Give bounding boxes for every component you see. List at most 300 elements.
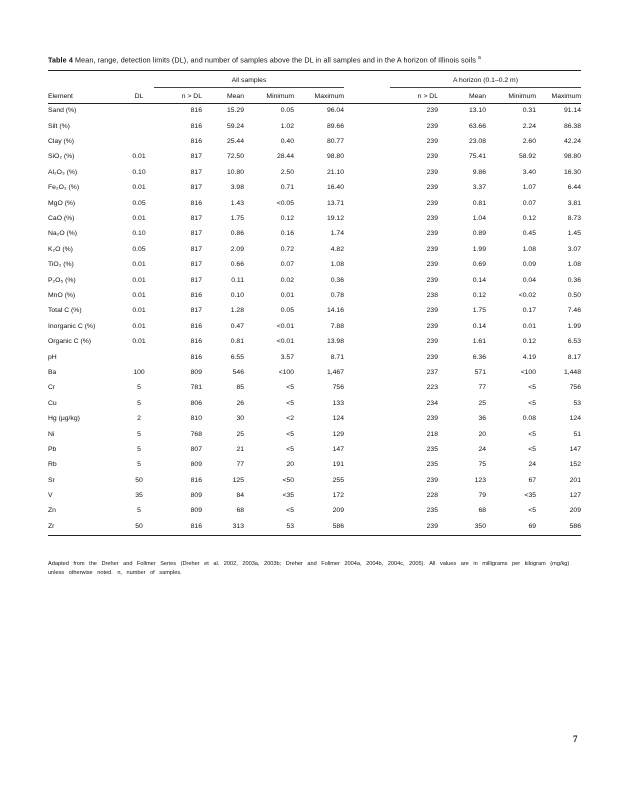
cell-max-all: 7.88 <box>330 322 344 330</box>
cell-mean-all: 26 <box>236 399 244 407</box>
column-gap <box>344 258 390 273</box>
cell-n-a: 223 <box>426 384 438 392</box>
table-footnote: Adapted from the Dreher and Follmer Series (Dreher et al. 2002, 2003a, 2003b; Dreher and Follmer 2004a, 2004b, 2004c, 2005). All values are in milligrams per kilogram (mg/kg) unless otherwise noted. n, number of samples. <box>48 561 570 576</box>
cell-min-all: 20 <box>286 461 294 469</box>
column-gap <box>344 366 390 381</box>
cell-dl: 0.10 <box>132 230 146 238</box>
cell-dl: 5 <box>137 399 141 407</box>
cell-min-a: 0.08 <box>522 415 536 423</box>
cell-mean-a: 0.14 <box>472 322 486 330</box>
column-gap <box>344 119 390 134</box>
cell-element: MgO (%) <box>48 199 76 207</box>
cell-element: Organic C (%) <box>48 338 92 346</box>
cell-min-a: 3.40 <box>522 168 536 176</box>
cell-mean-a: 75.41 <box>468 153 486 161</box>
table-row <box>48 427 581 442</box>
column-gap <box>344 273 390 288</box>
cell-min-all: <5 <box>286 384 294 392</box>
cell-min-a: 0.45 <box>522 230 536 238</box>
cell-min-a: 58.92 <box>518 153 536 161</box>
cell-element: Al₂O₃ (%) <box>48 168 78 176</box>
cell-n-all: 817 <box>190 230 202 238</box>
cell-n-all: 816 <box>190 322 202 330</box>
cell-mean-all: 10.80 <box>226 168 244 176</box>
cell-mean-a: 75 <box>478 461 486 469</box>
cell-max-all: 21.10 <box>326 168 344 176</box>
cell-min-all: <5 <box>286 430 294 438</box>
cell-element: Ni <box>48 430 55 438</box>
column-gap <box>344 504 390 519</box>
column-gap <box>344 212 390 227</box>
cell-max-all: 147 <box>332 445 344 453</box>
cell-n-a: 239 <box>426 138 438 146</box>
cell-min-a: 0.12 <box>522 338 536 346</box>
cell-max-a: 152 <box>569 461 581 469</box>
cell-max-all: 1.08 <box>330 261 344 269</box>
cell-dl <box>124 104 154 120</box>
cell-mean-all: 72.50 <box>226 153 244 161</box>
cell-dl <box>124 135 154 150</box>
cell-mean-a: 23.08 <box>468 138 486 146</box>
cell-max-a: 209 <box>569 507 581 515</box>
cell-min-a: <5 <box>528 507 536 515</box>
cell-n-all: 816 <box>190 138 202 146</box>
cell-max-a: 16.30 <box>563 168 581 176</box>
cell-min-all: <5 <box>286 399 294 407</box>
cell-mean-all: 30 <box>236 415 244 423</box>
column-gap <box>344 335 390 350</box>
cell-n-a: 239 <box>426 276 438 284</box>
table-row <box>48 473 581 488</box>
cell-dl: 5 <box>137 430 141 438</box>
cell-max-a: 86.38 <box>563 122 581 130</box>
cell-dl: 5 <box>137 445 141 453</box>
cell-n-a: 234 <box>426 399 438 407</box>
cell-n-all: 809 <box>190 461 202 469</box>
table-row <box>48 335 581 350</box>
cell-max-a: 6.53 <box>567 338 581 346</box>
cell-mean-a: 0.89 <box>472 230 486 238</box>
cell-element: CaO (%) <box>48 215 75 223</box>
cell-max-a: 91.14 <box>563 107 581 115</box>
cell-max-a: 98.80 <box>563 153 581 161</box>
cell-n-a: 239 <box>426 307 438 315</box>
cell-max-all: 8.71 <box>330 353 344 361</box>
cell-n-all: 817 <box>190 276 202 284</box>
table-row <box>48 227 581 242</box>
cell-max-a: 0.36 <box>567 276 581 284</box>
cell-max-a: 8.17 <box>567 353 581 361</box>
cell-element: MnO (%) <box>48 291 76 299</box>
cell-n-a: 239 <box>426 199 438 207</box>
col-header-mean-a: Mean <box>468 93 486 101</box>
cell-mean-all: 546 <box>232 368 244 376</box>
table-caption <box>48 55 578 64</box>
cell-n-a: 239 <box>426 338 438 346</box>
column-gap <box>344 520 390 536</box>
cell-mean-a: 1.99 <box>472 245 486 253</box>
cell-element: Hg (μg/kg) <box>48 415 80 423</box>
cell-min-a: 69 <box>528 522 536 530</box>
cell-max-all: 191 <box>332 461 344 469</box>
table-row <box>48 181 581 196</box>
cell-max-a: 51 <box>573 430 581 438</box>
cell-min-all: 0.16 <box>280 230 294 238</box>
cell-min-all: <0.01 <box>276 322 294 330</box>
cell-mean-a: 24 <box>478 445 486 453</box>
cell-mean-a: 6.36 <box>472 353 486 361</box>
cell-min-all: 28.44 <box>276 153 294 161</box>
cell-min-all: <100 <box>278 368 294 376</box>
cell-n-all: 768 <box>190 430 202 438</box>
cell-dl: 0.01 <box>132 261 146 269</box>
cell-mean-all: 84 <box>236 492 244 500</box>
column-gap <box>344 489 390 504</box>
cell-n-all: 809 <box>190 368 202 376</box>
cell-n-all: 816 <box>190 199 202 207</box>
table-row <box>48 304 581 319</box>
cell-mean-all: 2.09 <box>230 245 244 253</box>
table-row <box>48 258 581 273</box>
cell-dl <box>124 350 154 365</box>
cell-max-a: 42.24 <box>563 138 581 146</box>
cell-element: Pb <box>48 445 57 453</box>
table-row <box>48 504 581 519</box>
cell-n-a: 239 <box>426 215 438 223</box>
cell-element: Na₂O (%) <box>48 230 78 238</box>
cell-max-a: 1.08 <box>567 261 581 269</box>
column-gap <box>344 243 390 258</box>
cell-min-a: <5 <box>528 430 536 438</box>
cell-min-all: <2 <box>286 415 294 423</box>
cell-n-a: 239 <box>426 522 438 530</box>
col-header-dl: DL <box>134 93 144 101</box>
cell-dl: 0.01 <box>132 307 146 315</box>
cell-max-a: 1.45 <box>567 230 581 238</box>
table-row <box>48 243 581 258</box>
cell-n-all: 816 <box>190 353 202 361</box>
cell-min-all: 0.07 <box>280 261 294 269</box>
cell-n-all: 810 <box>190 415 202 423</box>
cell-element: Cu <box>48 399 57 407</box>
cell-element: Rb <box>48 461 57 469</box>
cell-n-a: 239 <box>426 415 438 423</box>
cell-dl: 0.01 <box>132 215 146 223</box>
cell-element: Fe₂O₃ (%) <box>48 184 80 192</box>
column-gap <box>344 319 390 334</box>
cell-max-all: 756 <box>332 384 344 392</box>
cell-max-all: 14.16 <box>326 307 344 315</box>
cell-mean-a: 0.14 <box>472 276 486 284</box>
cell-max-a: 201 <box>569 476 581 484</box>
cell-min-all: <50 <box>282 476 294 484</box>
cell-dl: 2 <box>137 415 141 423</box>
cell-max-a: 147 <box>569 445 581 453</box>
table-row <box>48 319 581 334</box>
cell-dl: 0.01 <box>132 338 146 346</box>
cell-dl: 0.01 <box>132 291 146 299</box>
cell-n-all: 817 <box>190 215 202 223</box>
table-row <box>48 396 581 411</box>
cell-mean-all: 0.81 <box>230 338 244 346</box>
cell-n-all: 809 <box>190 507 202 515</box>
cell-mean-a: 9.86 <box>472 168 486 176</box>
column-header-row <box>48 88 581 104</box>
col-header-max-a: Maximum <box>551 93 581 101</box>
cell-dl: 0.01 <box>132 276 146 284</box>
table-row <box>48 289 581 304</box>
cell-mean-all: 313 <box>232 522 244 530</box>
group-all-samples: All samples <box>154 71 344 88</box>
cell-element: Inorganic C (%) <box>48 322 96 330</box>
cell-n-all: 781 <box>190 384 202 392</box>
cell-mean-all: 0.47 <box>230 322 244 330</box>
cell-mean-a: 3.37 <box>472 184 486 192</box>
cell-dl: 0.01 <box>132 184 146 192</box>
cell-max-all: 209 <box>332 507 344 515</box>
column-gap <box>344 166 390 181</box>
cell-n-a: 239 <box>426 184 438 192</box>
cell-mean-all: 1.28 <box>230 307 244 315</box>
cell-mean-all: 1.75 <box>230 215 244 223</box>
cell-element: V <box>48 492 53 500</box>
cell-min-all: <5 <box>286 445 294 453</box>
cell-mean-a: 13.10 <box>468 107 486 115</box>
cell-n-a: 239 <box>426 153 438 161</box>
table-row <box>48 150 581 165</box>
cell-min-a: 0.09 <box>522 261 536 269</box>
cell-max-all: 0.78 <box>330 291 344 299</box>
cell-mean-a: 25 <box>478 399 486 407</box>
page-number: 7 <box>573 734 578 744</box>
cell-n-a: 239 <box>426 322 438 330</box>
table-row <box>48 350 581 365</box>
table-row <box>48 196 581 211</box>
cell-dl: 0.01 <box>132 153 146 161</box>
cell-min-a: 0.12 <box>522 215 536 223</box>
cell-element: Zr <box>48 522 55 530</box>
cell-mean-a: 571 <box>474 368 486 376</box>
cell-min-all: <0.01 <box>276 338 294 346</box>
cell-min-a: 4.19 <box>522 353 536 361</box>
cell-min-a: 1.08 <box>522 245 536 253</box>
group-a-horizon: A horizon (0.1–0.2 m) <box>390 71 581 88</box>
cell-mean-a: 77 <box>478 384 486 392</box>
cell-min-all: 0.05 <box>280 107 294 115</box>
cell-n-all: 817 <box>190 153 202 161</box>
column-gap <box>344 196 390 211</box>
cell-dl: 100 <box>133 368 145 376</box>
cell-min-a: <5 <box>528 399 536 407</box>
cell-max-all: 96.04 <box>326 107 344 115</box>
cell-n-all: 817 <box>190 261 202 269</box>
table-row <box>48 443 581 458</box>
cell-element: SiO₂ (%) <box>48 153 75 161</box>
cell-dl: 0.05 <box>132 245 146 253</box>
cell-element: Zn <box>48 507 56 515</box>
cell-element: Cr <box>48 384 56 392</box>
cell-max-a: 6.44 <box>567 184 581 192</box>
cell-mean-all: 85 <box>236 384 244 392</box>
cell-dl: 5 <box>137 507 141 515</box>
cell-min-a: 0.07 <box>522 199 536 207</box>
column-gap <box>344 350 390 365</box>
cell-mean-all: 125 <box>232 476 244 484</box>
table-row <box>48 135 581 150</box>
cell-mean-all: 6.55 <box>230 353 244 361</box>
col-header-n-a: n > DL <box>417 93 438 101</box>
table-row <box>48 119 581 134</box>
caption-footnote-marker: a <box>478 55 481 61</box>
table-row <box>48 166 581 181</box>
table-row <box>48 212 581 227</box>
cell-min-a: <100 <box>520 368 536 376</box>
cell-max-a: 1,448 <box>563 368 581 376</box>
cell-mean-all: 25.44 <box>226 138 244 146</box>
cell-n-all: 816 <box>190 522 202 530</box>
cell-mean-a: 79 <box>478 492 486 500</box>
cell-mean-all: 3.98 <box>230 184 244 192</box>
cell-max-a: 0.50 <box>567 291 581 299</box>
cell-mean-a: 0.69 <box>472 261 486 269</box>
cell-max-all: 4.82 <box>330 245 344 253</box>
cell-element: P₂O₅ (%) <box>48 276 76 284</box>
cell-max-all: 1,467 <box>326 368 344 376</box>
cell-min-a: 1.07 <box>522 184 536 192</box>
cell-min-a: 2.24 <box>522 122 536 130</box>
cell-min-all: 0.12 <box>280 215 294 223</box>
cell-min-a: 24 <box>528 461 536 469</box>
cell-n-a: 235 <box>426 507 438 515</box>
cell-n-all: 816 <box>190 338 202 346</box>
column-gap <box>344 104 390 120</box>
cell-mean-a: 350 <box>474 522 486 530</box>
cell-n-a: 235 <box>426 461 438 469</box>
cell-element: Sand (%) <box>48 107 77 115</box>
cell-n-all: 817 <box>190 168 202 176</box>
cell-max-all: 98.80 <box>326 153 344 161</box>
cell-n-a: 239 <box>426 107 438 115</box>
cell-min-all: 2.50 <box>280 168 294 176</box>
cell-max-all: 13.71 <box>326 199 344 207</box>
cell-n-all: 816 <box>190 122 202 130</box>
cell-min-all: 0.05 <box>280 307 294 315</box>
cell-mean-all: 77 <box>236 461 244 469</box>
cell-max-a: 127 <box>569 492 581 500</box>
cell-element: K₂O (%) <box>48 245 73 253</box>
table-row <box>48 489 581 504</box>
group-header-row <box>48 71 581 88</box>
cell-n-a: 239 <box>426 245 438 253</box>
cell-n-all: 807 <box>190 445 202 453</box>
column-gap <box>344 304 390 319</box>
column-gap <box>344 458 390 473</box>
cell-mean-all: 59.24 <box>226 122 244 130</box>
cell-mean-a: 20 <box>478 430 486 438</box>
cell-max-a: 7.46 <box>567 307 581 315</box>
cell-n-a: 235 <box>426 445 438 453</box>
cell-max-all: 16.40 <box>326 184 344 192</box>
table-row <box>48 104 581 120</box>
cell-max-a: 8.73 <box>567 215 581 223</box>
cell-min-a: <5 <box>528 384 536 392</box>
cell-n-all: 816 <box>190 107 202 115</box>
table-row <box>48 381 581 396</box>
cell-n-a: 239 <box>426 168 438 176</box>
cell-n-all: 817 <box>190 184 202 192</box>
cell-max-all: 1.74 <box>330 230 344 238</box>
column-gap <box>344 227 390 242</box>
cell-mean-all: 0.10 <box>230 291 244 299</box>
cell-n-a: 237 <box>426 368 438 376</box>
cell-n-a: 238 <box>426 291 438 299</box>
cell-n-a: 228 <box>426 492 438 500</box>
cell-mean-all: 25 <box>236 430 244 438</box>
column-gap <box>344 412 390 427</box>
table-row <box>48 412 581 427</box>
cell-min-a: 0.04 <box>522 276 536 284</box>
cell-n-all: 816 <box>190 291 202 299</box>
cell-dl <box>124 119 154 134</box>
cell-n-a: 239 <box>426 353 438 361</box>
cell-min-a: 0.31 <box>522 107 536 115</box>
cell-n-all: 817 <box>190 245 202 253</box>
cell-dl: 5 <box>137 461 141 469</box>
cell-min-all: 53 <box>286 522 294 530</box>
cell-element: Ba <box>48 368 57 376</box>
cell-min-a: 0.01 <box>522 322 536 330</box>
cell-max-a: 1.99 <box>567 322 581 330</box>
cell-min-a: <0.02 <box>518 291 536 299</box>
cell-mean-a: 1.75 <box>472 307 486 315</box>
cell-min-all: 1.02 <box>280 122 294 130</box>
column-gap <box>344 181 390 196</box>
cell-min-a: <35 <box>524 492 536 500</box>
cell-max-a: 124 <box>569 415 581 423</box>
col-header-mean-all: Mean <box>226 93 244 101</box>
table-row <box>48 366 581 381</box>
column-gap <box>344 427 390 442</box>
cell-mean-all: 68 <box>236 507 244 515</box>
column-gap <box>344 381 390 396</box>
table-row <box>48 273 581 288</box>
cell-min-all: <0.05 <box>276 199 294 207</box>
cell-dl: 0.01 <box>132 322 146 330</box>
cell-dl: 50 <box>135 476 143 484</box>
cell-min-a: 67 <box>528 476 536 484</box>
col-header-element: Element <box>48 93 73 101</box>
col-header-n-all: n > DL <box>181 93 202 101</box>
column-gap <box>344 473 390 488</box>
cell-n-a: 239 <box>426 476 438 484</box>
column-gap <box>344 289 390 304</box>
data-table <box>48 70 581 536</box>
cell-max-all: 89.66 <box>326 122 344 130</box>
cell-max-all: 129 <box>332 430 344 438</box>
cell-mean-a: 36 <box>478 415 486 423</box>
caption-text: Mean, range, detection limits (DL), and number of samples above the DL in all samples and in the A horizon of Illinois soils <box>75 55 476 65</box>
cell-dl: 50 <box>135 522 143 530</box>
table-row <box>48 458 581 473</box>
cell-max-a: 586 <box>569 522 581 530</box>
cell-n-a: 239 <box>426 261 438 269</box>
cell-mean-a: 63.66 <box>468 122 486 130</box>
cell-max-all: 586 <box>332 522 344 530</box>
cell-dl: 0.10 <box>132 168 146 176</box>
cell-dl: 35 <box>135 492 143 500</box>
column-gap <box>344 135 390 150</box>
cell-mean-a: 0.81 <box>472 199 486 207</box>
